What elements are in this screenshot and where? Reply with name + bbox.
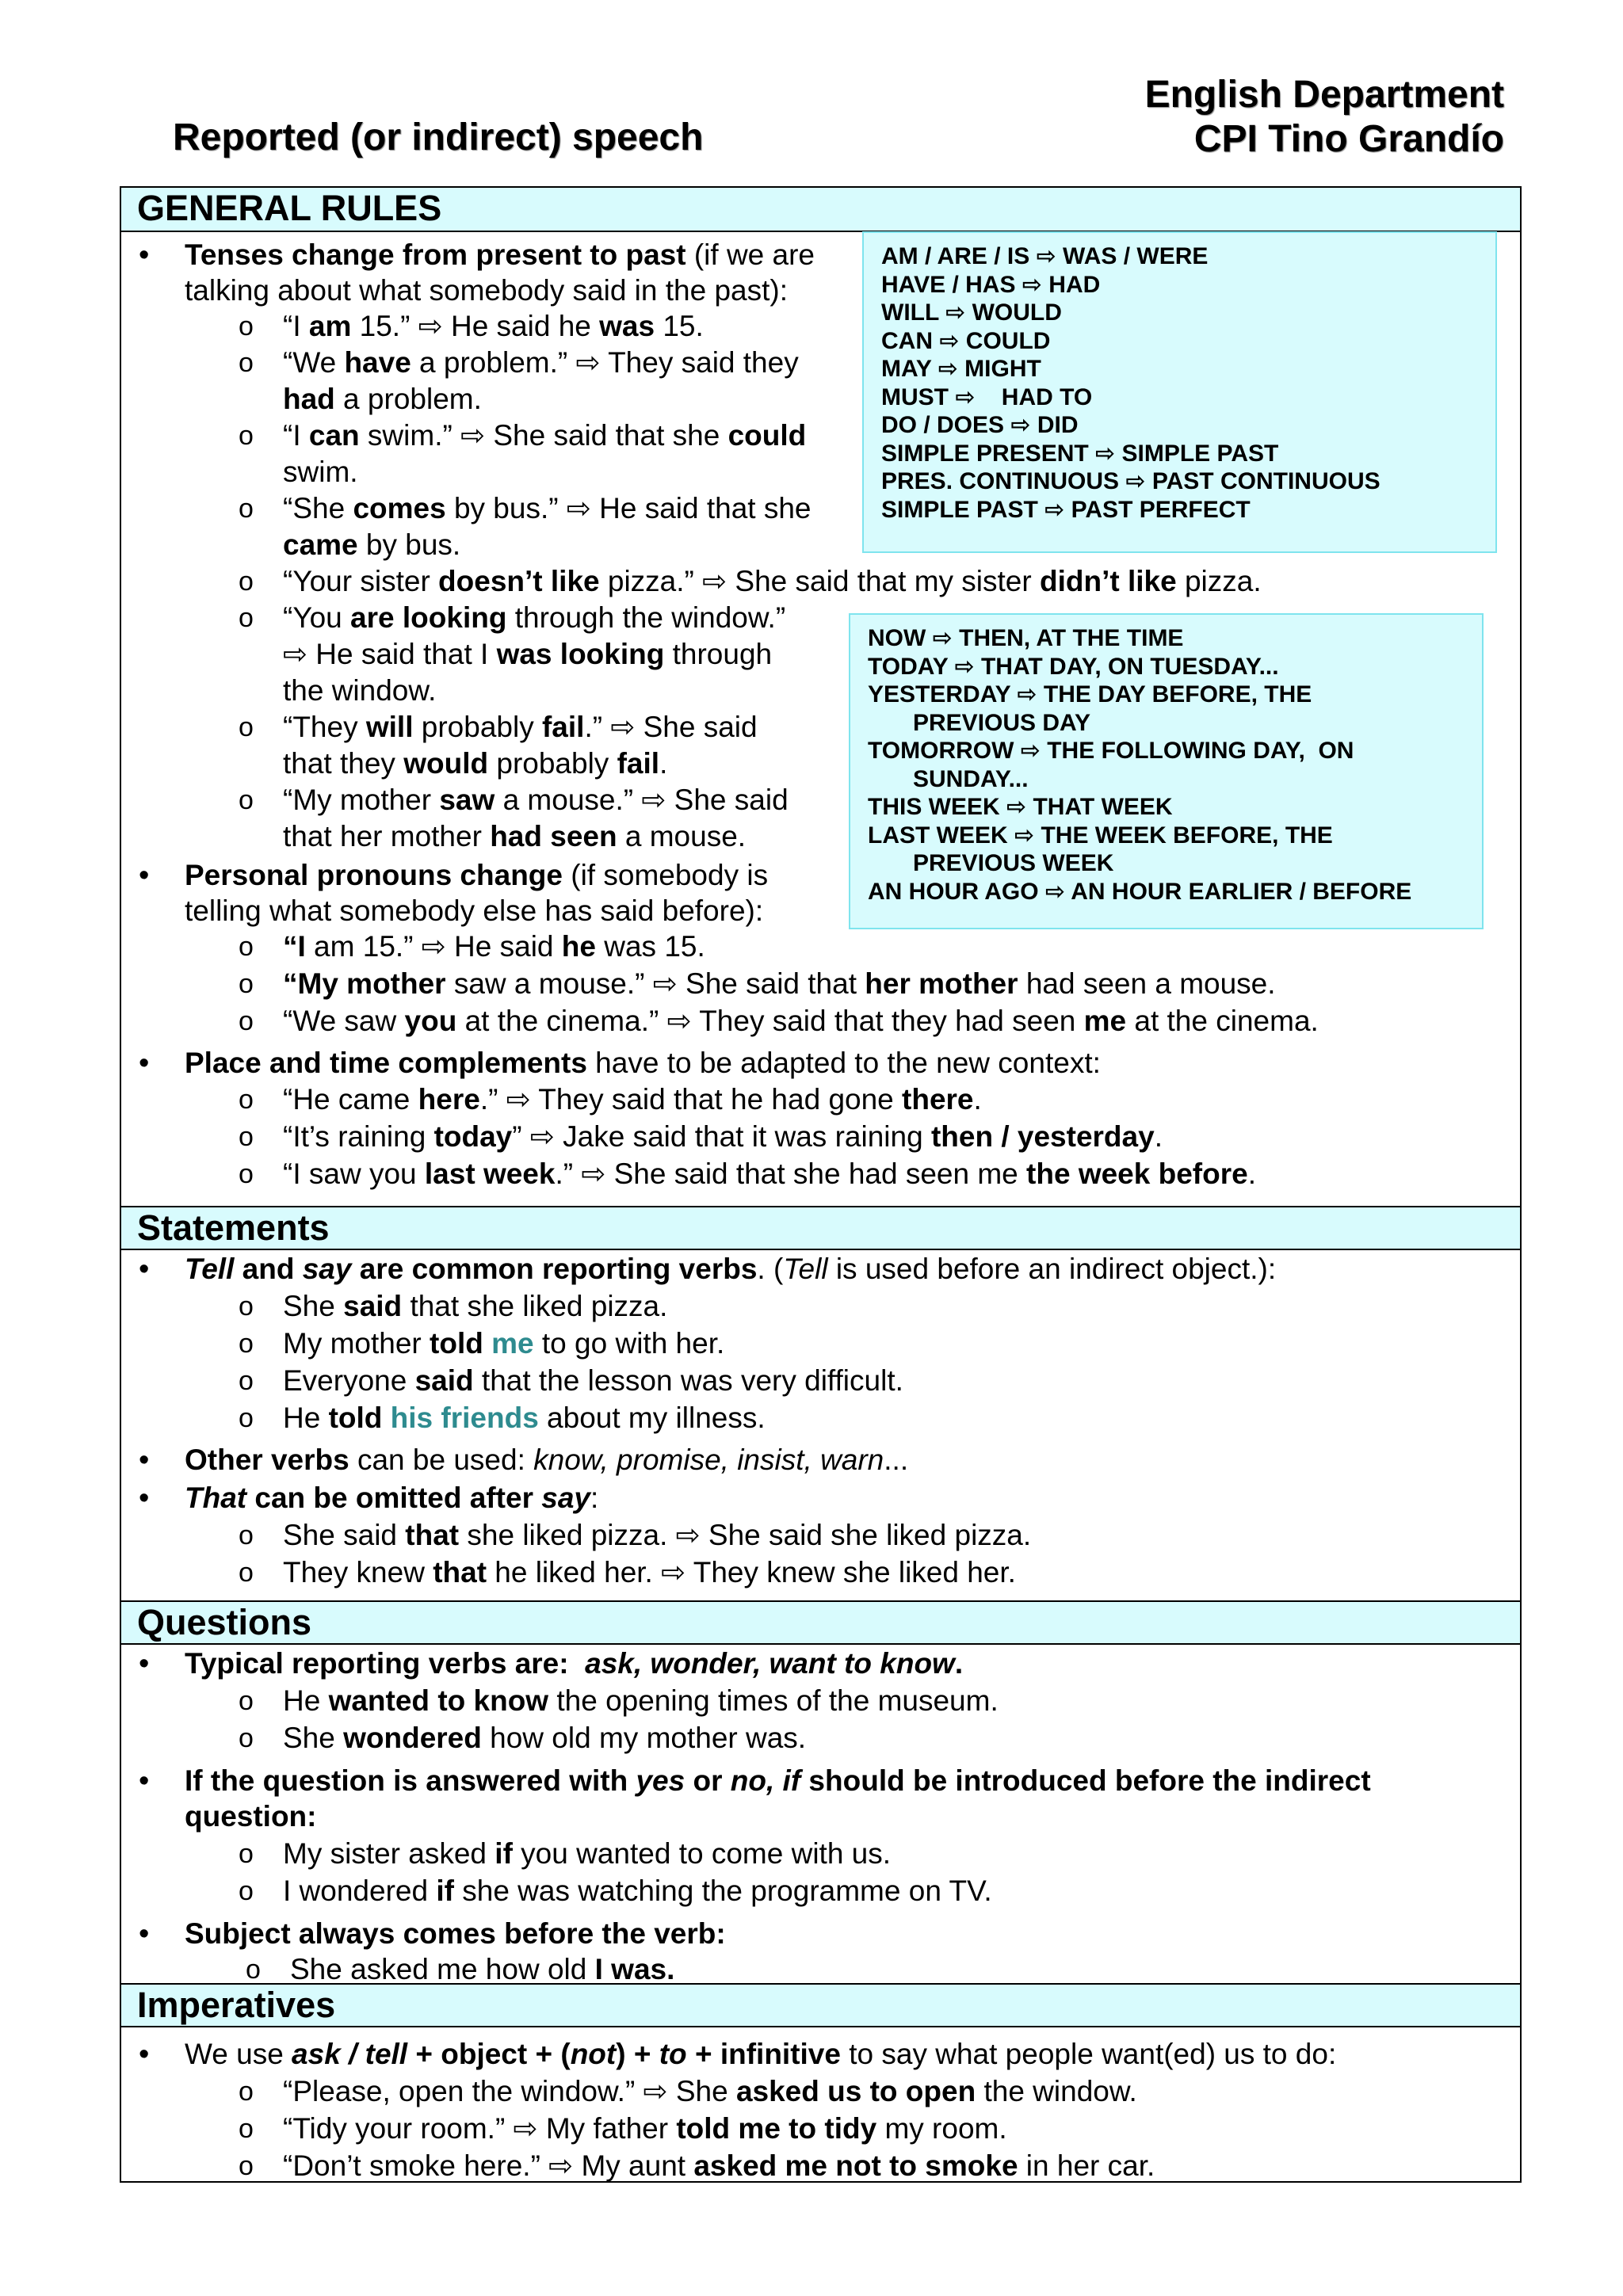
tense-box-row: WILL ⇨ WOULD bbox=[881, 299, 1062, 326]
example-item: o “She comes by bus.” ⇨ He said that she bbox=[283, 491, 812, 526]
section-questions: Questions bbox=[121, 1600, 1520, 1645]
time-box-row: THIS WEEK ⇨ THAT WEEK bbox=[868, 794, 1173, 820]
time-box-row: PREVIOUS DAY bbox=[913, 709, 1090, 736]
example-item: o He told his friends about my illness. bbox=[283, 1401, 766, 1436]
example-item: o “You are looking through the window.” bbox=[283, 601, 785, 635]
example-item: o My sister asked if you wanted to come with us. bbox=[283, 1836, 891, 1871]
example-item-cont: swim. bbox=[283, 456, 358, 488]
example-item: o “I am 15.” ⇨ He said he was 15. bbox=[283, 929, 705, 964]
example-item: o “We saw you at the cinema.” ⇨ They said that they had seen me at the cinema. bbox=[283, 1004, 1319, 1039]
example-item-cont: that her mother had seen a mouse. bbox=[283, 820, 747, 852]
example-item-cont: came by bus. bbox=[283, 528, 461, 561]
example-item-cont: that they would probably fail. bbox=[283, 747, 668, 780]
rule-tenses-cont: talking about what somebody said in the past): bbox=[185, 274, 789, 307]
example-item: o He wanted to know the opening times of the museum. bbox=[283, 1684, 999, 1718]
time-box-row: TOMORROW ⇨ THE FOLLOWING DAY, ON bbox=[868, 738, 1354, 764]
example-item: o “My mother saw a mouse.” ⇨ She said that her mother had seen a mouse. bbox=[283, 967, 1276, 1001]
time-box-row: PREVIOUS WEEK bbox=[913, 850, 1114, 876]
rule-pronouns: • Personal pronouns change (if somebody is bbox=[185, 858, 768, 893]
rule-pronouns-cont: telling what somebody else has said before): bbox=[185, 894, 764, 927]
time-box-row: YESTERDAY ⇨ THE DAY BEFORE, THE bbox=[868, 681, 1312, 707]
tense-box-row: HAVE / HAS ⇨ HAD bbox=[881, 271, 1101, 298]
example-item: o Everyone said that the lesson was very difficult. bbox=[283, 1363, 903, 1398]
time-box-row: AN HOUR AGO ⇨ AN HOUR EARLIER / BEFORE bbox=[868, 878, 1412, 905]
section-imperatives: Imperatives bbox=[121, 1983, 1520, 2027]
time-box-row: NOW ⇨ THEN, AT THE TIME bbox=[868, 625, 1184, 651]
example-item: o “I can swim.” ⇨ She said that she could bbox=[283, 418, 806, 453]
example-item: o “It’s raining today” ⇨ Jake said that it was raining then / yesterday. bbox=[283, 1119, 1163, 1154]
page-title: Reported (or indirect) speech bbox=[173, 116, 704, 158]
rule-subject-order: • Subject always comes before the verb: bbox=[185, 1917, 726, 1951]
example-item: o “Your sister doesn’t like pizza.” ⇨ She said that my sister didn’t like pizza. bbox=[283, 564, 1262, 599]
tense-change-box bbox=[862, 231, 1497, 553]
tense-box-row: CAN ⇨ COULD bbox=[881, 327, 1051, 354]
example-item-cont: the window. bbox=[283, 674, 437, 707]
rule-yes-no-cont: question: bbox=[185, 1800, 317, 1833]
example-item: o “Please, open the window.” ⇨ She asked us to open the window. bbox=[283, 2074, 1137, 2109]
time-box-row: SUNDAY... bbox=[913, 765, 1029, 792]
example-item: o “They will probably fail.” ⇨ She said bbox=[283, 710, 758, 745]
example-item: o My mother told me to go with her. bbox=[283, 1326, 724, 1361]
rule-tenses: • Tenses change from present to past (if we are bbox=[185, 238, 815, 273]
rule-other-verbs: • Other verbs can be used: know, promise, insist, warn... bbox=[185, 1443, 908, 1478]
rule-question-verbs: • Typical reporting verbs are: ask, wonder, want to know. bbox=[185, 1646, 963, 1681]
rule-tell-say: • Tell and say are common reporting verbs. (Tell is used before an indirect object.): bbox=[185, 1252, 1276, 1287]
tense-box-row: DO / DOES ⇨ DID bbox=[881, 412, 1079, 438]
example-item: o She said that she liked pizza. bbox=[283, 1289, 667, 1324]
example-item: o I wondered if she was watching the programme on TV. bbox=[283, 1874, 992, 1909]
time-box-row: LAST WEEK ⇨ THE WEEK BEFORE, THE bbox=[868, 822, 1333, 849]
rule-place-time: • Place and time complements have to be adapted to the new context: bbox=[185, 1046, 1101, 1081]
example-item: o She wondered how old my mother was. bbox=[283, 1721, 806, 1756]
example-item: o She asked me how old I was. bbox=[290, 1952, 674, 1987]
tense-box-row: SIMPLE PAST ⇨ PAST PERFECT bbox=[881, 496, 1251, 523]
example-item: o “I saw you last week.” ⇨ She said that she had seen me the week before. bbox=[283, 1157, 1256, 1192]
rule-that-omitted: • That can be omitted after say: bbox=[185, 1481, 598, 1516]
example-item: o She said that she liked pizza. ⇨ She said she liked pizza. bbox=[283, 1518, 1031, 1553]
section-general-rules: GENERAL RULES bbox=[121, 188, 1520, 232]
time-box-row: TODAY ⇨ THAT DAY, ON TUESDAY... bbox=[868, 653, 1279, 680]
example-item: o “We have a problem.” ⇨ They said they bbox=[283, 345, 799, 380]
rule-yes-no: • If the question is answered with yes or no, if should be introduced before the indirect bbox=[185, 1764, 1371, 1798]
department-name: English Department bbox=[1144, 74, 1504, 116]
example-item: o “Don’t smoke here.” ⇨ My aunt asked me not to smoke in her car. bbox=[283, 2149, 1155, 2183]
rule-imperatives: • We use ask / tell + object + (not) + to + infinitive to say what people want(ed) us to do: bbox=[185, 2037, 1336, 2072]
department-heading bbox=[1145, 73, 1504, 162]
tense-box-row: PRES. CONTINUOUS ⇨ PAST CONTINUOUS bbox=[881, 468, 1381, 494]
time-expressions-box bbox=[849, 613, 1484, 929]
example-item: o “Tidy your room.” ⇨ My father told me to tidy my room. bbox=[283, 2111, 1007, 2146]
example-item: o “My mother saw a mouse.” ⇨ She said bbox=[283, 783, 789, 818]
example-item: o “He came here.” ⇨ They said that he had gone there. bbox=[283, 1082, 982, 1117]
example-item: o They knew that he liked her. ⇨ They knew she liked her. bbox=[283, 1555, 1016, 1590]
example-item-cont: had a problem. bbox=[283, 383, 482, 415]
example-item: o “I am 15.” ⇨ He said he was 15. bbox=[283, 309, 704, 344]
section-statements: Statements bbox=[121, 1206, 1520, 1250]
tense-box-row: SIMPLE PRESENT ⇨ SIMPLE PAST bbox=[881, 440, 1279, 467]
tense-box-row: MAY ⇨ MIGHT bbox=[881, 356, 1041, 382]
school-name: CPI Tino Grandío bbox=[1193, 118, 1504, 160]
example-item-cont: ⇨ He said that I was looking through bbox=[283, 638, 773, 670]
tense-box-row: AM / ARE / IS ⇨ WAS / WERE bbox=[881, 243, 1209, 269]
tense-box-row: MUST ⇨ HAD TO bbox=[881, 383, 1093, 410]
